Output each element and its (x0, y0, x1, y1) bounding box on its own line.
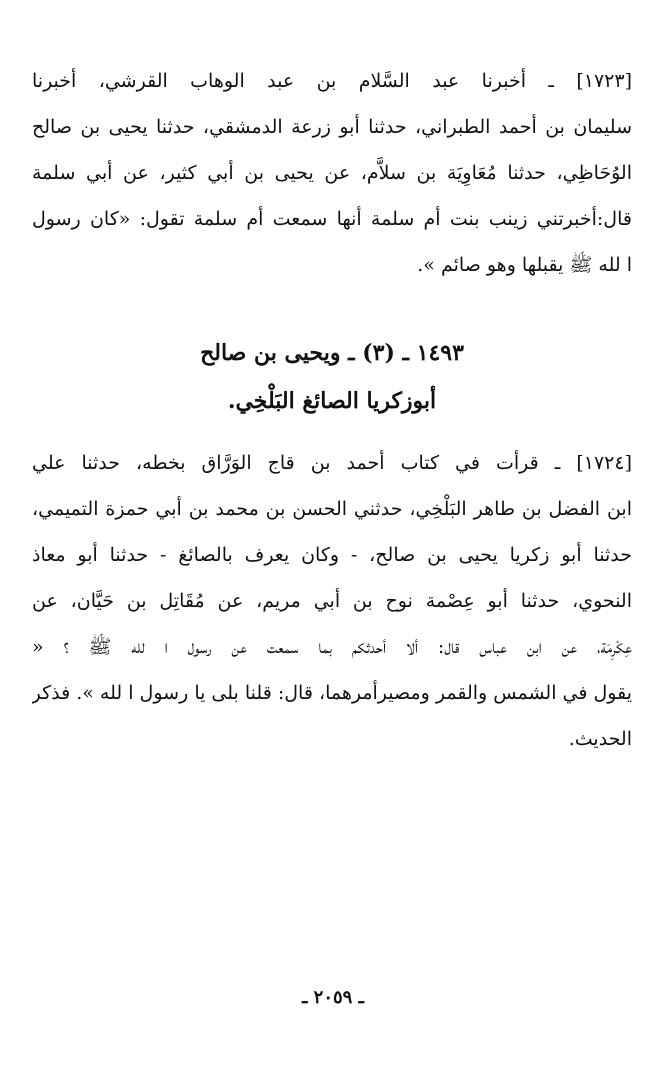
text-line: قال:أخبرتني زينب بنت أم سلمة أنها سمعت أم سلمة تقول: «كان رسول (32, 208, 632, 230)
text-line: سليمان بن أحمد الطبراني، حدثنا أبو زرعة الدمشقي، حدثنا يحيى بن صالح (32, 116, 632, 138)
text-line: [١٧٢٣] ـ أخبرنا عبد السَّلام بن عبد الوهاب القرشي، أخبرنا (32, 70, 632, 92)
text-line: يقول في الشمس والقمر ومصيرأمرهما، قال: قلنا بلى يا رسول ا لله ». فذكر (32, 682, 632, 704)
page-number: ـ ٢٠٥٩ ـ (302, 987, 364, 1008)
text-line: [١٧٢٤] ـ قرأت في كتاب أحمد بن قاج الوَرَّاق بخطه، حدثنا علي (32, 452, 632, 474)
narrator-subheading: أبوزكريا الصائغ البَلْخِي. (227, 388, 437, 414)
text-line: عِكْرِمَة، عن ابن عباس قال: ألا أحدثكم بما سمعت عن رسول ا لله ﷺ ؟ « (32, 636, 632, 658)
text-line: ابن الفضل بن طاهر البَلْخِي، حدثني الحسن بن محمد بن أبي حمزة التميمي، (32, 498, 632, 520)
text-line: ا لله ﷺ يقبلها وهو صائم ». (417, 254, 632, 276)
text-line: الوُحَاظِي، حدثنا مُعَاوِيَة بن سلاَّم، عن يحيى بن أبي كثير، عن أبي سلمة (32, 162, 632, 184)
text-line: حدثنا أبو زكريا يحيى بن صالح، - وكان يعرف بالصائغ - حدثنا أبو معاذ (32, 544, 632, 566)
text-line: الحديث. (568, 728, 632, 750)
hadith-entry-1723 (32, 58, 632, 288)
hadith-entry-1724 (32, 440, 632, 762)
text-line: النحوي، حدثنا أبو عِصْمة نوح بن أبي مريم، عن مُقَاتِل بن حَيَّان، عن (32, 590, 632, 612)
narrator-heading: ١٤٩٣ ـ (٣) ـ ويحيى بن صالح (200, 340, 464, 366)
